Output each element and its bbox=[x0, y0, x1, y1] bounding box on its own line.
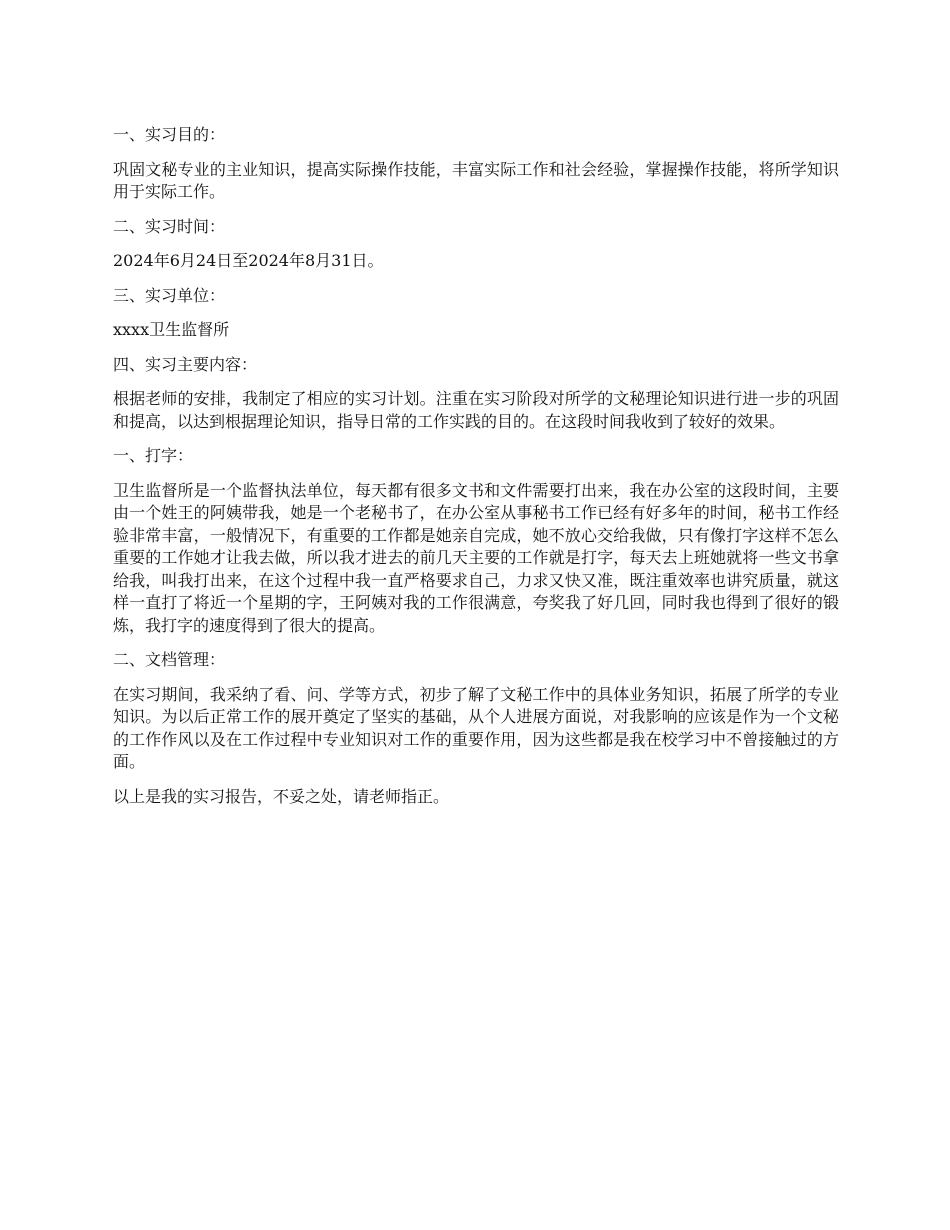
heading-time: 二、实习时间： bbox=[113, 216, 226, 236]
paragraph-closing: 以上是我的实习报告，不妥之处，请老师指正。 bbox=[113, 786, 450, 806]
heading-unit: 三、实习单位： bbox=[113, 285, 226, 305]
paragraph-content: 根据老师的安排，我制定了相应的实习计划。注重在实习阶段对所学的文秘理论知识进行进一步的巩固和提高，以达到根据理论知识，指导日常的工作实践的目的。在这段时间我收到了较好的效果。 bbox=[113, 389, 839, 431]
heading-document-management: 二、文档管理： bbox=[113, 650, 226, 669]
paragraph-unit: xxxx卫生监督所 bbox=[113, 320, 230, 339]
paragraph-time: 2024年6月24日至2024年8月31日。 bbox=[113, 251, 384, 270]
paragraph-purpose: 巩固文秘专业的主业知识，提高实际操作技能，丰富实际工作和社会经验，掌握操作技能，将所学知识用于实际工作。 bbox=[113, 159, 839, 201]
paragraph-document-management: 在实习期间，我采纳了看、问、学等方式，初步了解了文秘工作中的具体业务知识，拓展了所学的专业知识。为以后正常工作的展开奠定了坚实的基础，从个人进展方面说，对我影响的应该是作为一个文秘的工作作风以及在工作过程中专业知识对工作的重要作用，因为这些都是我在校学习中不曾接触过的方面。 bbox=[113, 684, 839, 771]
heading-content: 四、实习主要内容： bbox=[113, 354, 258, 374]
document-body bbox=[113, 124, 839, 820]
heading-typing: 一、打字： bbox=[113, 446, 194, 465]
paragraph-typing: 卫生监督所是一个监督执法单位，每天都有很多文书和文件需要打出来，我在办公室的这段时间，主要由一个姓王的阿姨带我，她是一个老秘书了，在办公室从事秘书工作已经有好多年的时间，秘书工作经验非常丰富，一般情况下，有重要的工作都是她亲自完成，她不放心交给我做，只有像打字这样不怎么重要的工作她才让我去做，所以我才进去的前几天主要的工作就是打字，每天去上班她就将一些文书拿给我，叫我打出来，在这个过程中我一直严格要求自己，力求又快又准，既注重效率也讲究质量，就这样一直打了将近一个星期的字，王阿姨对我的工作很满意，夸奖我了好几回，同时我也得到了很好的锻炼，我打字的速度得到了很大的提高。 bbox=[113, 480, 839, 635]
heading-purpose: 一、实习目的： bbox=[113, 125, 226, 144]
